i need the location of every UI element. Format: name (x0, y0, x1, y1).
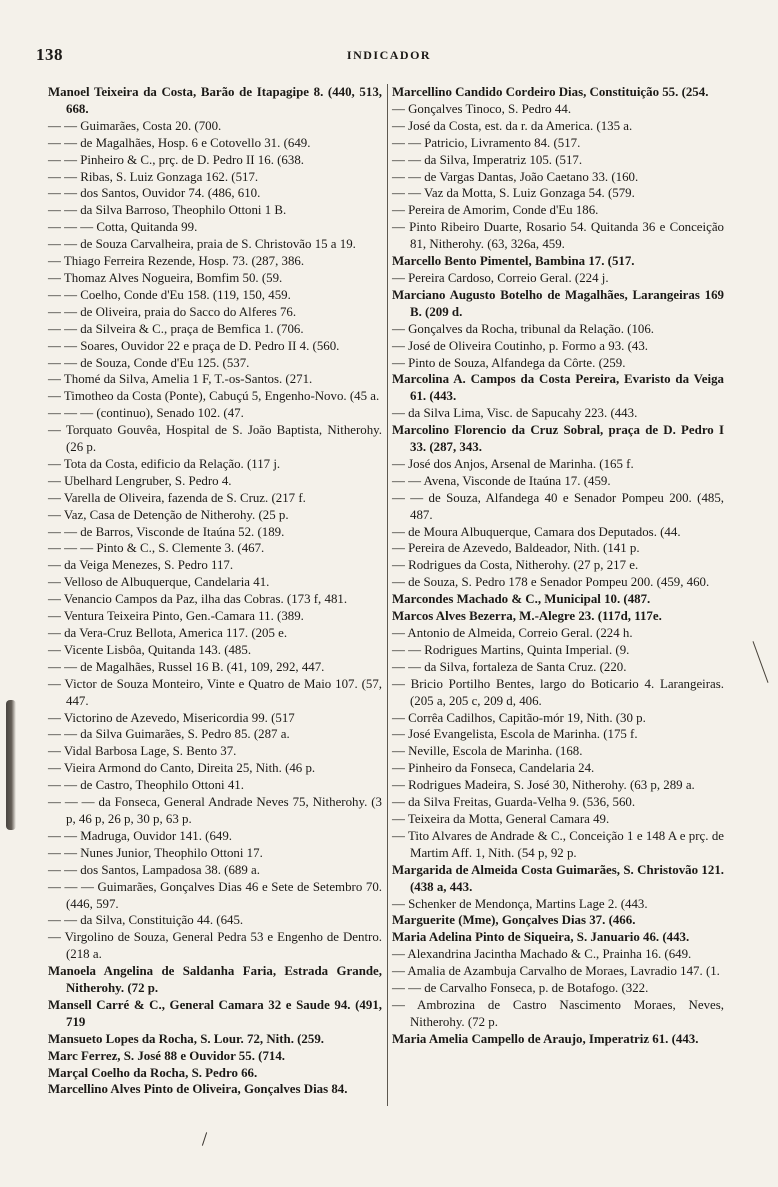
directory-entry: — — da Silva Barroso, Theophilo Ottoni 1 B. (48, 203, 287, 218)
directory-entry: — Vidal Barbosa Lage, S. Bento 37. (48, 744, 237, 759)
directory-entry: — Schenker de Mendonça, Martins Lage 2. (443. (392, 896, 648, 911)
directory-entry: — Timotheo da Costa (Ponte), Cabuçú 5, Engenho-Novo. (45 a. (48, 389, 380, 404)
ink-blot-mark (6, 700, 16, 830)
directory-entry: — Ventura Teixeira Pinto, Gen.-Camara 11. (389. (48, 609, 304, 624)
directory-entry: — Tota da Costa, edificio da Relação. (117 j. (48, 456, 281, 471)
left-column (48, 84, 382, 1098)
directory-entry: — Pinto Ribeiro Duarte, Rosario 54. Quitanda 36 e Conceição 81, Nitherohy. (63, 326a, 459. (392, 220, 724, 252)
directory-entry: Marcondes Machado & C., Municipal 10. (487. (392, 592, 651, 607)
directory-entry: — — Pinheiro & C., prç. de D. Pedro II 16. (638. (48, 152, 304, 167)
directory-entry: — — de Souza Carvalheira, praia de S. Christovão 15 a 19. (48, 237, 356, 252)
directory-entry: — — Guimarães, Costa 20. (700. (48, 118, 222, 133)
directory-entry: Marcellino Alves Pinto de Oliveira, Gonçalves Dias 84. (48, 1082, 348, 1097)
directory-entry: — Pinheiro da Fonseca, Candelaria 24. (392, 761, 595, 776)
directory-entry: — Corrêa Cadilhos, Capitão-mór 19, Nith. (30 p. (392, 710, 646, 725)
directory-entry: — Ambrozina de Castro Nascimento Moraes, Neves, Nitherohy. (72 p. (392, 997, 724, 1029)
directory-entry: Margarida de Almeida Costa Guimarães, S. Christovão 121. (438 a, 443. (392, 862, 724, 894)
directory-entry: — — de Vargas Dantas, João Caetano 33. (160. (392, 169, 639, 184)
directory-entry: — Tito Alvares de Andrade & C., Conceição 1 e 148 A e prç. de Martim Aff. 1, Nith. (54 p, 92 p. (392, 828, 724, 860)
directory-entry: — Thiago Ferreira Rezende, Hosp. 73. (287, 386. (48, 254, 305, 269)
directory-entry: Manoela Angelina de Saldanha Faria, Estrada Grande, Nitherohy. (72 p. (48, 964, 382, 996)
directory-entry: — — dos Santos, Lampadosa 38. (689 a. (48, 862, 260, 877)
directory-entry: — Rodrigues da Costa, Nitherohy. (27 p, 217 e. (392, 558, 639, 573)
directory-entry: — — Coelho, Conde d'Eu 158. (119, 150, 459. (48, 287, 291, 302)
directory-entry: — Varella de Oliveira, fazenda de S. Cruz. (217 f. (48, 490, 306, 505)
directory-entry: — — — Pinto & C., S. Clemente 3. (467. (48, 541, 265, 556)
directory-entry: — — Madruga, Ouvidor 141. (649. (48, 828, 233, 843)
directory-entry: — — de Magalhães, Russel 16 B. (41, 109, 292, 447. (48, 659, 325, 674)
directory-entry: — — Nunes Junior, Theophilo Ottoni 17. (48, 845, 263, 860)
directory-entry: — — de Souza, Conde d'Eu 125. (537. (48, 355, 250, 370)
directory-entry: — da Silva Freitas, Guarda-Velha 9. (536, 560. (392, 795, 636, 810)
directory-entry: Marciano Augusto Botelho de Magalhães, Larangeiras 169 B. (209 d. (392, 287, 724, 319)
directory-entry: — Pereira Cardoso, Correio Geral. (224 j. (392, 270, 609, 285)
margin-pen-mark (753, 641, 769, 683)
directory-entry: — — Soares, Ouvidor 22 e praça de D. Pedro II 4. (560. (48, 338, 340, 353)
directory-entry: — Rodrigues Madeira, S. José 30, Nitherohy. (63 p, 289 a. (392, 778, 695, 793)
directory-entry: Mansueto Lopes da Rocha, S. Lour. 72, Nith. (259. (48, 1031, 324, 1046)
directory-entry: — — de Souza, Alfandega 40 e Senador Pompeu 200. (485, 487. (392, 490, 724, 522)
directory-entry: Maria Adelina Pinto de Siqueira, S. Januario 46. (443. (392, 930, 690, 945)
directory-entry: — — Rodrigues Martins, Quinta Imperial. (9. (392, 642, 630, 657)
directory-entry: Marc Ferrez, S. José 88 e Ouvidor 55. (714. (48, 1048, 285, 1063)
directory-entry: — José dos Anjos, Arsenal de Marinha. (165 f. (392, 456, 634, 471)
directory-entry: — — dos Santos, Ouvidor 74. (486, 610. (48, 186, 261, 201)
directory-entry: — da Silva Lima, Visc. de Sapucahy 223. (443. (392, 406, 638, 421)
directory-entry: — — de Barros, Visconde de Itaúna 52. (189. (48, 524, 285, 539)
directory-entry: — Gonçalves Tinoco, S. Pedro 44. (392, 101, 572, 116)
directory-entry: — Venancio Campos da Paz, ilha das Cobras. (173 f, 481. (48, 592, 348, 607)
column-divider (387, 84, 388, 1106)
directory-entry: — Pinto de Souza, Alfandega da Côrte. (259. (392, 355, 626, 370)
right-column (392, 84, 724, 1048)
directory-entry: — de Moura Albuquerque, Camara dos Deputados. (44. (392, 524, 681, 539)
directory-entry: — — da Silva, Imperatriz 105. (517. (392, 152, 583, 167)
directory-entry: Manoel Teixeira da Costa, Barão de Itapagipe 8. (440, 513, 668. (48, 85, 382, 116)
directory-entry: — Vaz, Casa de Detenção de Nitherohy. (25 p. (48, 507, 289, 522)
directory-entry: Marcos Alves Bezerra, M.-Alegre 23. (117d, 117e. (392, 609, 662, 624)
directory-entry: — da Vera-Cruz Bellota, America 117. (205 e. (48, 626, 288, 640)
directory-entry: — Virgolino de Souza, General Pedra 53 e Engenho de Dentro. (218 a. (48, 930, 382, 962)
directory-entry: — — — Cotta, Quitanda 99. (48, 220, 198, 235)
page-number: 138 (36, 45, 63, 64)
directory-entry: — Antonio de Almeida, Correio Geral. (224 h. (392, 626, 633, 640)
directory-entry: — — Patricio, Livramento 84. (517. (392, 135, 581, 150)
directory-entry: — — de Castro, Theophilo Ottoni 41. (48, 778, 244, 793)
directory-entry: — — — (continuo), Senado 102. (47. (48, 406, 244, 421)
directory-entry: — José de Oliveira Coutinho, p. Formo a 93. (43. (392, 338, 648, 353)
directory-entry: — da Veiga Menezes, S. Pedro 117. (48, 558, 234, 573)
directory-entry: — — Vaz da Motta, S. Luiz Gonzaga 54. (579. (392, 186, 635, 201)
directory-entry: — Bricio Portilho Bentes, largo do Boticario 4. Larangeiras. (205 a, 205 c, 209 d, 406. (392, 676, 724, 708)
directory-entry: — — da Silva, fortaleza de Santa Cruz. (220. (392, 659, 627, 674)
directory-entry: — Pereira de Amorim, Conde d'Eu 186. (392, 203, 599, 218)
directory-entry: — Vieira Armond do Canto, Direita 25, Nith. (46 p. (48, 761, 316, 776)
directory-entry: — — da Silveira & C., praça de Bemfica 1. (706. (48, 321, 304, 336)
directory-entry: — Vicente Lisbôa, Quitanda 143. (485. (48, 642, 252, 657)
directory-entry: — — da Silva, Constituição 44. (645. (48, 913, 244, 928)
directory-entry: — Alexandrina Jacintha Machado & C., Prainha 16. (649. (392, 947, 692, 962)
directory-entry: — — de Carvalho Fonseca, p. de Botafogo. (322. (392, 981, 649, 996)
directory-entry: Marguerite (Mme), Gonçalves Dias 37. (466. (392, 913, 636, 928)
directory-entry: — — — da Fonseca, General Andrade Neves 75, Nitherohy. (3 p, 46 p, 26 p, 30 p, 63 p. (48, 795, 382, 826)
directory-entry: Marcellino Candido Cordeiro Dias, Constituição 55. (254. (392, 85, 709, 99)
directory-entry: — José Evangelista, Escola de Marinha. (175 f. (392, 727, 638, 742)
directory-entry: — Neville, Escola de Marinha. (168. (392, 744, 583, 759)
directory-entry: — Teixeira da Motta, General Camara 49. (392, 811, 610, 826)
directory-entry: Mansell Carré & C., General Camara 32 e Saude 94. (491, 719 (48, 997, 382, 1029)
directory-entry: Marcolino Florencio da Cruz Sobral, praça de D. Pedro I 33. (287, 343. (392, 423, 724, 455)
directory-entry: — Victorino de Azevedo, Misericordia 99. (517 (48, 710, 295, 725)
directory-entry: — Gonçalves da Rocha, tribunal da Relação. (106. (392, 321, 655, 336)
directory-entry: — — de Magalhães, Hosp. 6 e Cotovello 31. (649. (48, 135, 311, 150)
directory-entry: Marcello Bento Pimentel, Bambina 17. (517. (392, 254, 635, 269)
directory-entry: — Ubelhard Lengruber, S. Pedro 4. (48, 473, 232, 488)
directory-entry: Marcolina A. Campos da Costa Pereira, Evaristo da Veiga 61. (443. (392, 372, 724, 404)
directory-entry: — Pereira de Azevedo, Baldeador, Nith. (141 p. (392, 541, 640, 556)
directory-entry: — Velloso de Albuquerque, Candelaria 41. (48, 575, 270, 590)
directory-entry: — Amalia de Azambuja Carvalho de Moraes, Lavradio 147. (1. (392, 964, 720, 979)
directory-entry: — de Souza, S. Pedro 178 e Senador Pompeu 200. (459, 460. (392, 575, 710, 590)
running-head: INDICADOR (346, 48, 432, 62)
directory-entry: — Thomé da Silva, Amelia 1 F, T.-os-Santos. (271. (48, 372, 313, 387)
directory-entry: — — Avena, Visconde de Itaúna 17. (459. (392, 473, 611, 488)
directory-entry: Maria Amelia Campello de Araujo, Imperatriz 61. (443. (392, 1031, 699, 1046)
directory-entry: — — da Silva Guimarães, S. Pedro 85. (287 a. (48, 727, 290, 742)
directory-entry: — — de Oliveira, praia do Sacco do Alferes 76. (48, 304, 297, 319)
directory-entry: — Torquato Gouvêa, Hospital de S. João Baptista, Nitherohy. (26 p. (48, 423, 382, 455)
directory-entry: — — — Guimarães, Gonçalves Dias 46 e Sete de Setembro 70. (446, 597. (48, 879, 382, 911)
footer-pen-mark (202, 1132, 207, 1146)
directory-entry: — José da Costa, est. da r. da America. (135 a. (392, 118, 633, 133)
directory-entry: — — Ribas, S. Luiz Gonzaga 162. (517. (48, 169, 259, 184)
directory-entry: — Victor de Souza Monteiro, Vinte e Quatro de Maio 107. (57, 447. (48, 676, 382, 708)
directory-entry: — Thomaz Alves Nogueira, Bomfim 50. (59. (48, 270, 283, 285)
directory-entry: Marçal Coelho da Rocha, S. Pedro 66. (48, 1065, 258, 1080)
